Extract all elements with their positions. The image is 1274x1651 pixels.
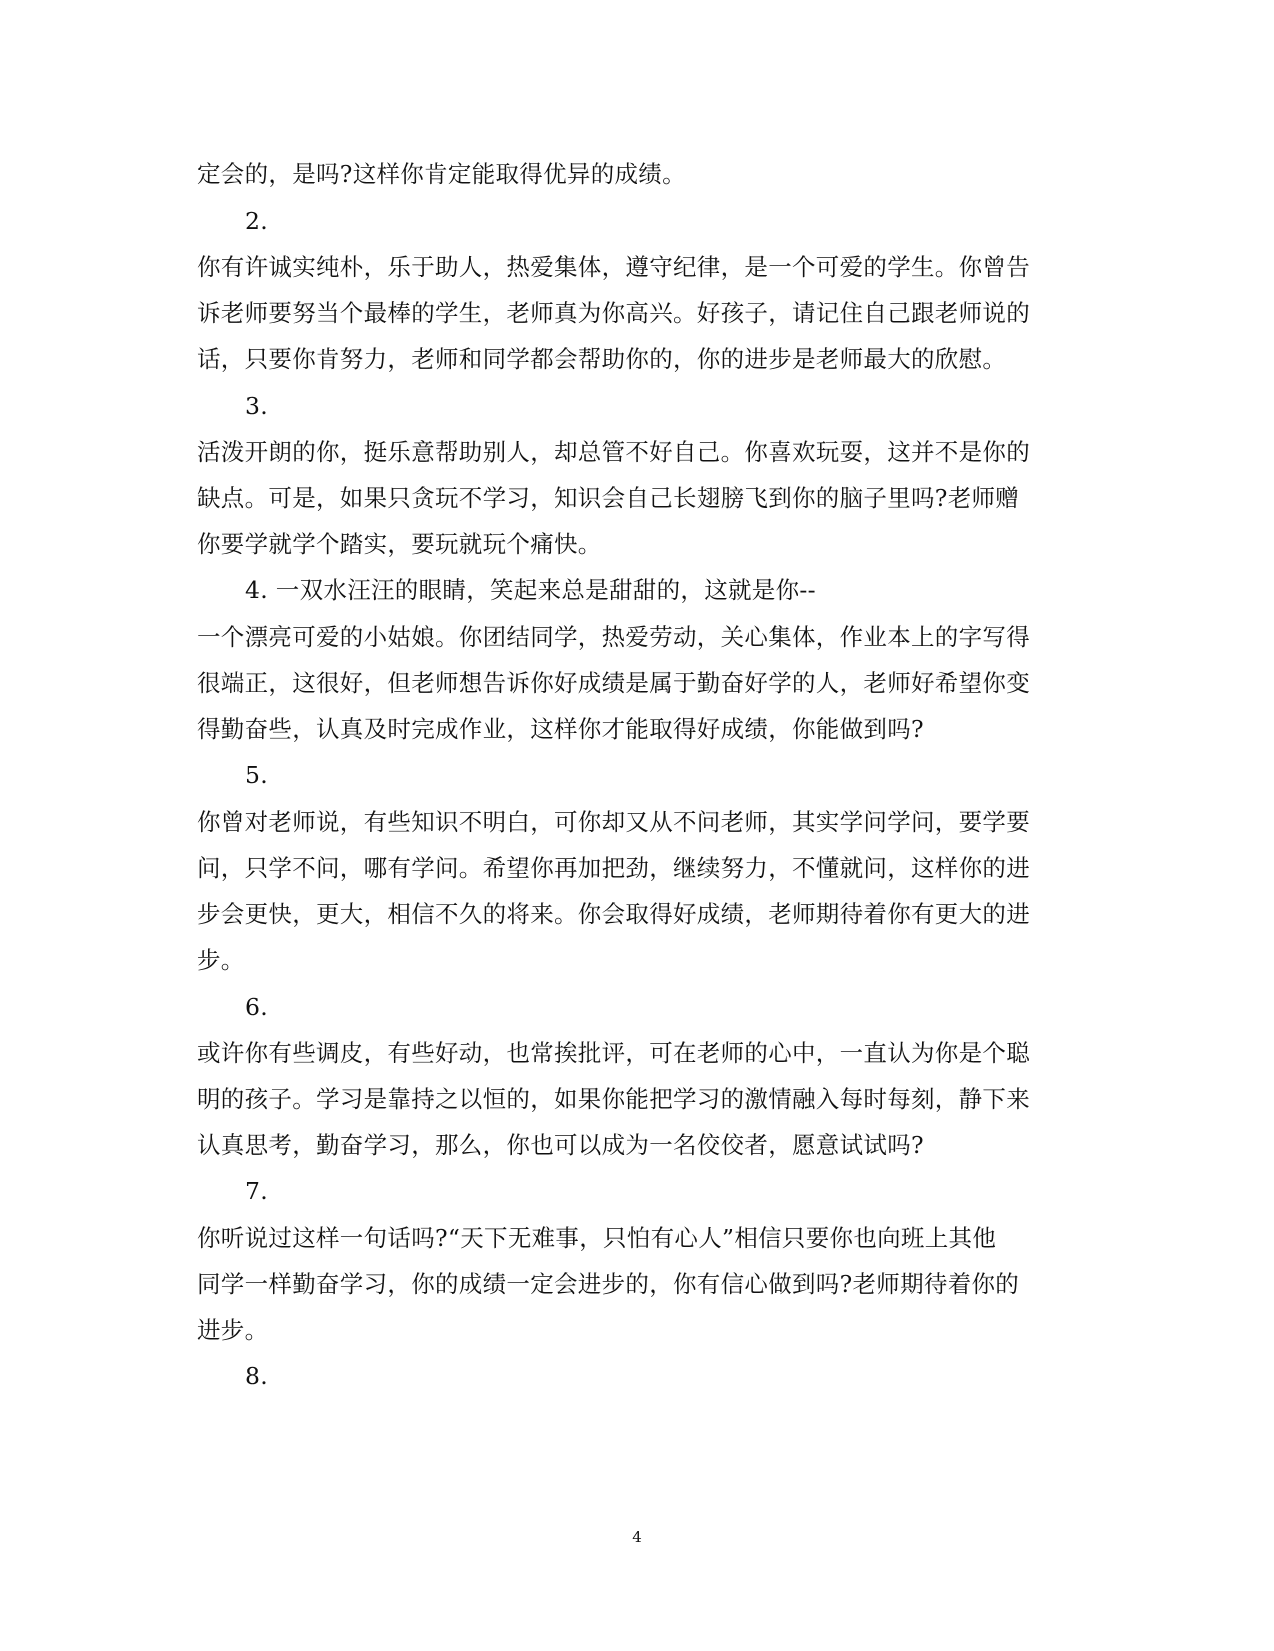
item-number: 6. (245, 993, 269, 1021)
text-line: 明的孩子。学习是靠持之以恒的，如果你能把学习的激情融入每时每刻，静下来 (197, 1085, 1030, 1113)
text-line: 活泼开朗的你，挺乐意帮助别人，却总管不好自己。你喜欢玩耍，这并不是你的 (197, 438, 1030, 466)
text-line: 话，只要你肯努力，老师和同学都会帮助你的，你的进步是老师最大的欣慰。 (197, 345, 1007, 373)
text-line: 你曾对老师说，有些知识不明白，可你却又从不问老师，其实学问学问，要学要 (197, 808, 1030, 836)
text-line: 同学一样勤奋学习，你的成绩一定会进步的，你有信心做到吗?老师期待着你的 (197, 1270, 1020, 1298)
item-number: 7. (245, 1177, 269, 1205)
text-line: 问，只学不问，哪有学问。希望你再加把劲，继续努力，不懂就问，这样你的进 (197, 854, 1030, 882)
text-line: 或许你有些调皮，有些好动，也常挨批评，可在老师的心中，一直认为你是个聪 (197, 1039, 1030, 1067)
text-line: 得勤奋些，认真及时完成作业，这样你才能取得好成绩，你能做到吗? (197, 715, 924, 743)
text-line: 诉老师要努当个最棒的学生，老师真为你高兴。好孩子，请记住自己跟老师说的 (197, 299, 1030, 327)
text-line: 步会更快，更大，相信不久的将来。你会取得好成绩，老师期待着你有更大的进 (197, 900, 1030, 928)
item-number: 8. (245, 1362, 269, 1390)
item-number: 3. (245, 392, 269, 420)
text-line: 你听说过这样一句话吗?“天下无难事，只怕有心人”相信只要你也向班上其他 (197, 1224, 997, 1252)
text-line: 你有许诚实纯朴，乐于助人，热爱集体，遵守纪律，是一个可爱的学生。你曾告 (197, 253, 1030, 281)
item-number: 2. (245, 207, 269, 235)
item-number: 5. (245, 761, 269, 789)
text-line: 你要学就学个踏实，要玩就玩个痛快。 (197, 530, 602, 558)
text-line: 认真思考，勤奋学习，那么，你也可以成为一名佼佼者，愿意试试吗? (197, 1131, 924, 1159)
text-line: 缺点。可是，如果只贪玩不学习，知识会自己长翅膀飞到你的脑子里吗?老师赠 (197, 484, 1020, 512)
page-number: 4 (632, 1528, 642, 1546)
text-line: 步。 (197, 946, 245, 974)
text-line: 定会的，是吗?这样你肯定能取得优异的成绩。 (197, 160, 686, 188)
text-line: 进步。 (197, 1316, 269, 1344)
item-number: 4. 一双水汪汪的眼睛，笑起来总是甜甜的，这就是你-- (245, 576, 816, 604)
text-line: 一个漂亮可爱的小姑娘。你团结同学，热爱劳动，关心集体，作业本上的字写得 (197, 623, 1030, 651)
text-line: 很端正，这很好，但老师想告诉你好成绩是属于勤奋好学的人，老师好希望你变 (197, 669, 1030, 697)
